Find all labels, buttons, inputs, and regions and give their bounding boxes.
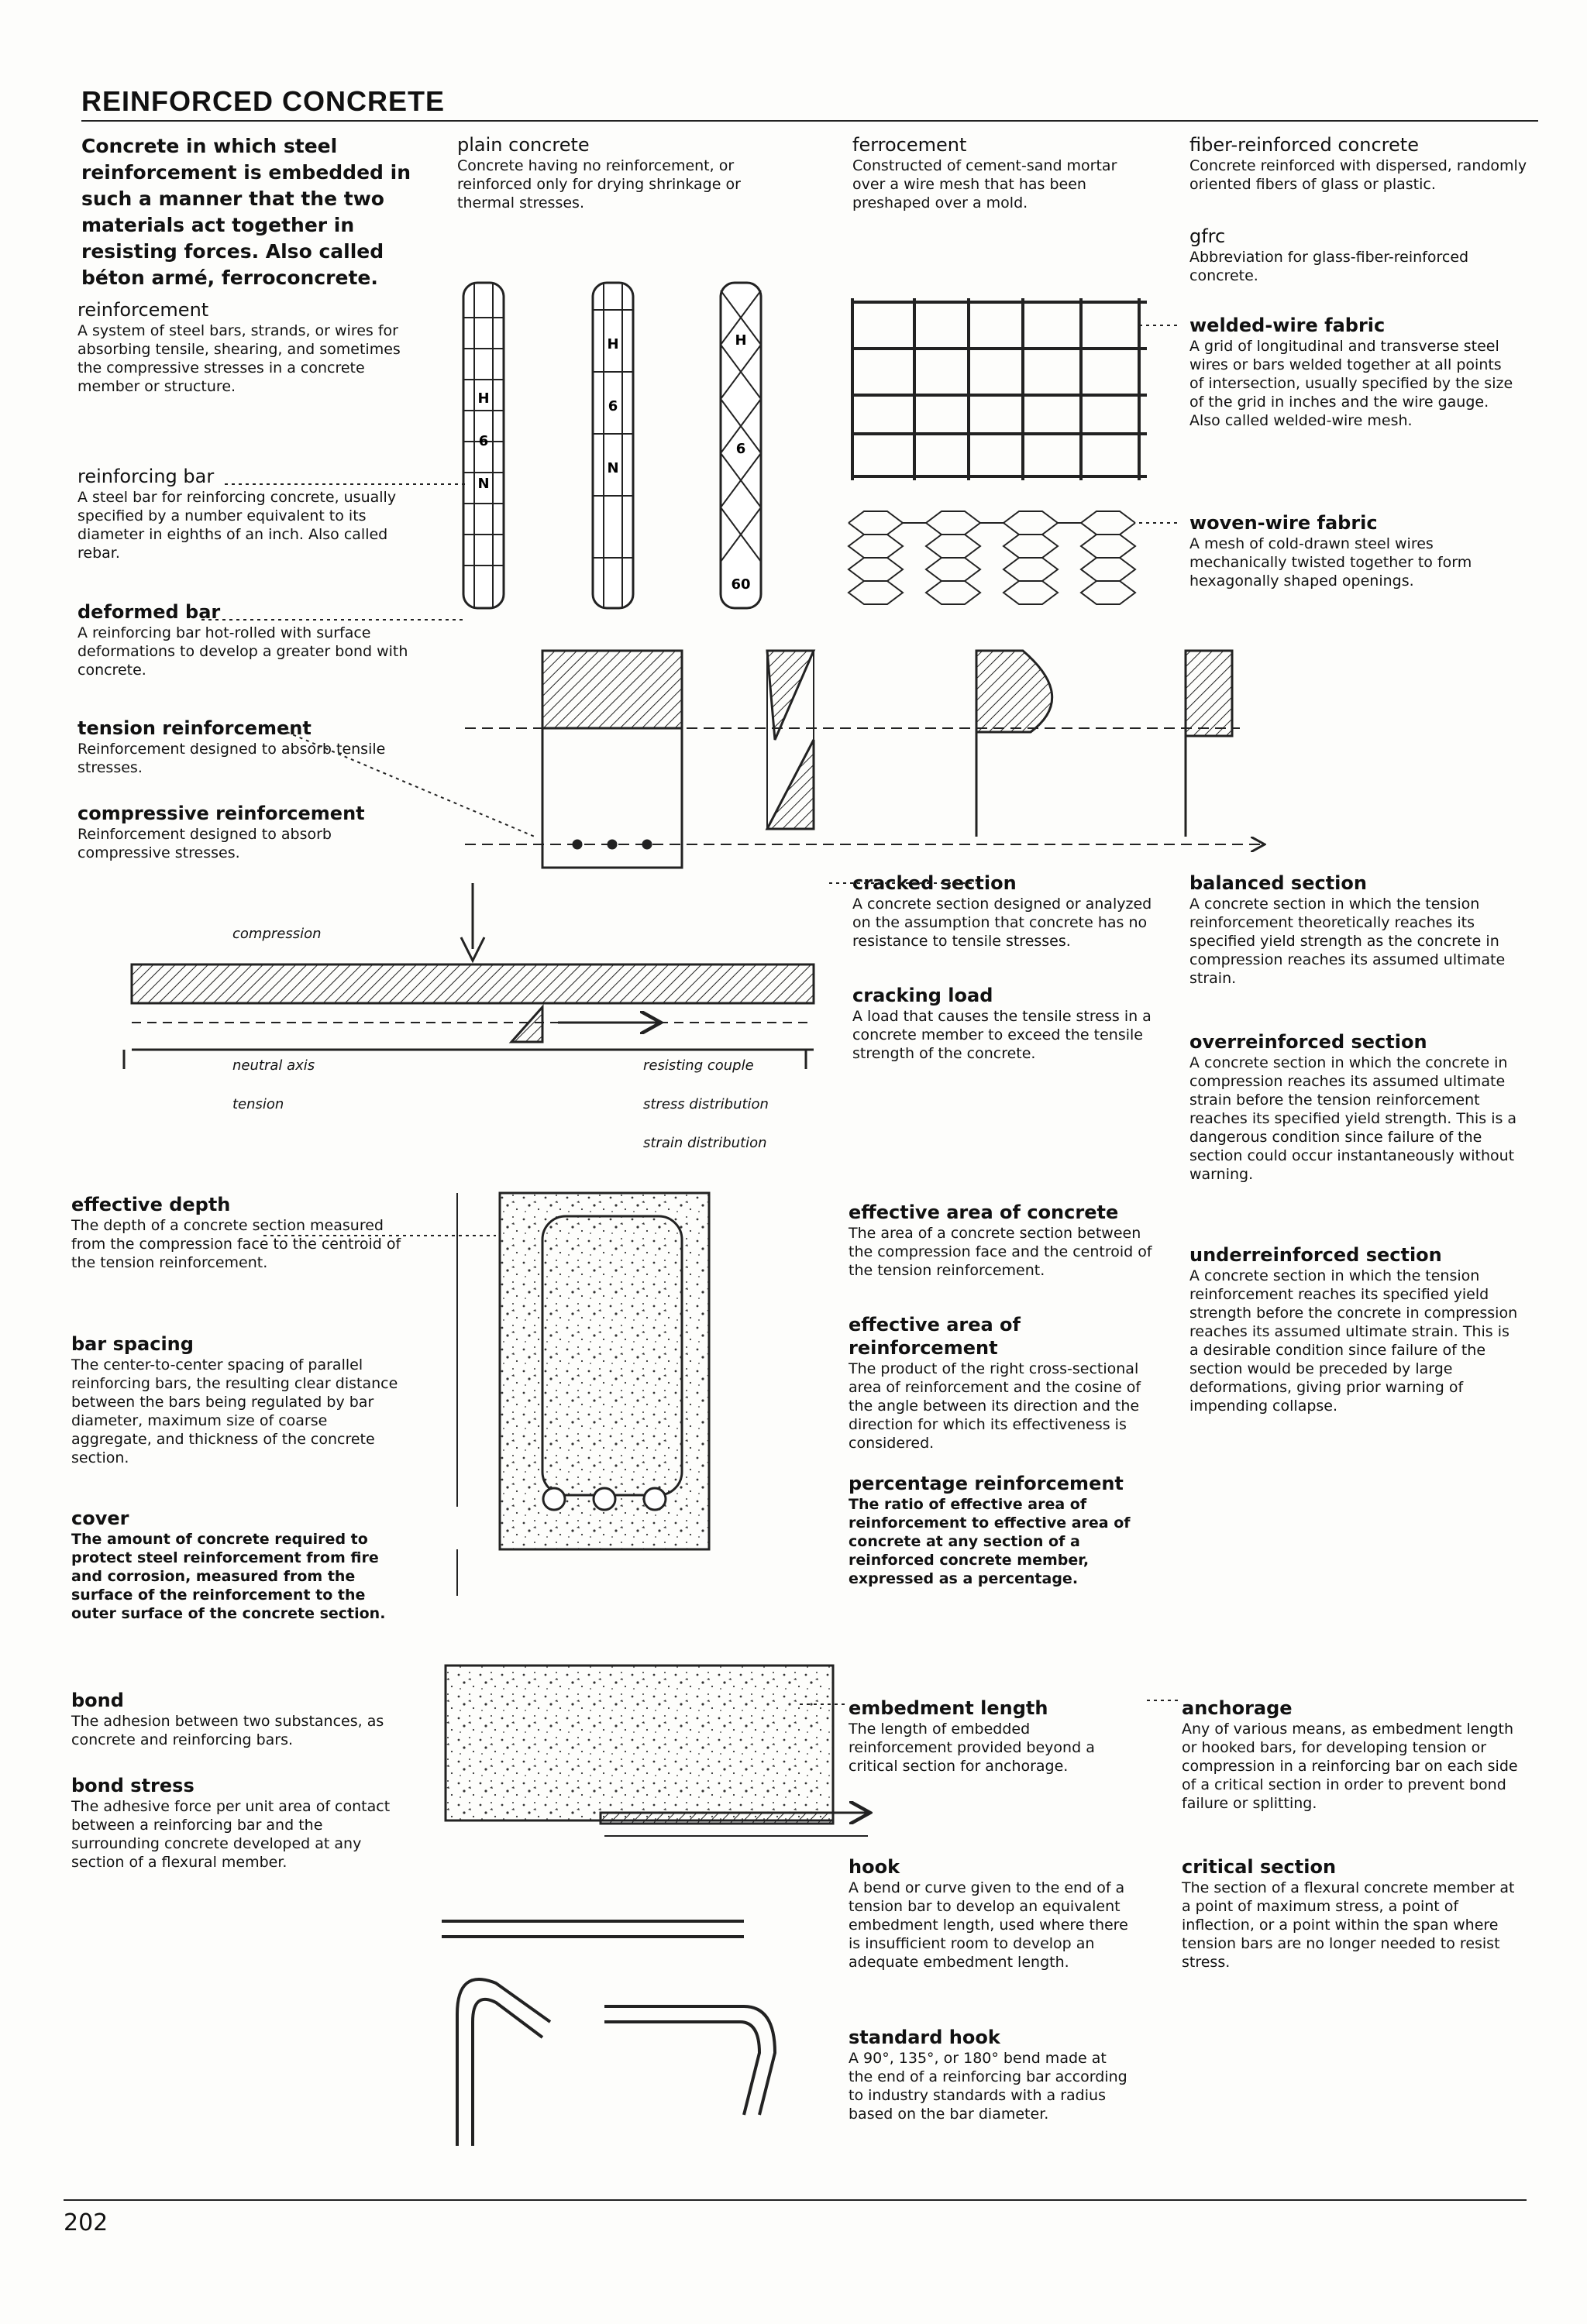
term: hook bbox=[849, 1856, 900, 1878]
label-resisting-couple: resisting couple bbox=[643, 1057, 754, 1074]
label-tension: tension bbox=[232, 1096, 284, 1112]
definition: Constructed of cement-sand mortar over a wire mesh that has been preshaped over a mold. bbox=[852, 157, 1117, 211]
term: compressive reinforcement bbox=[77, 803, 365, 824]
term: cover bbox=[71, 1508, 129, 1529]
label-neutral-axis: neutral axis bbox=[232, 1057, 315, 1074]
definition: Abbreviation for glass-fiber-reinforced concrete. bbox=[1189, 249, 1469, 284]
term: gfrc bbox=[1189, 225, 1226, 247]
page-title: REINFORCED CONCRETE bbox=[81, 85, 446, 117]
label-compression: compression bbox=[232, 926, 322, 942]
term: overreinforced section bbox=[1189, 1031, 1427, 1053]
definition: A concrete section in which the tension reinforcement theoretically reaches its specified yield strength as the concrete in compression reaches its assumed ultimate strain. bbox=[1189, 896, 1506, 987]
woven-wire-mesh bbox=[849, 511, 1135, 604]
term: bond stress bbox=[71, 1775, 195, 1796]
term: bar spacing bbox=[71, 1333, 194, 1355]
definition: The area of a concrete section between the compression face and the centroid of the tension reinforcement. bbox=[849, 1225, 1152, 1279]
definition: A grid of longitudinal and transverse steel wires or bars welded together at all points of intersection, usually specified by the size of the grid in inches and the wire gauge. Also called welded-wire mesh. bbox=[1189, 338, 1513, 429]
page-number: 202 bbox=[64, 2209, 108, 2236]
label-stress-distribution: stress distribution bbox=[643, 1096, 769, 1112]
bar-mark: 6 bbox=[608, 398, 618, 414]
definition: A load that causes the tensile stress in a concrete member to exceed the tensile strength of the concrete. bbox=[852, 1008, 1152, 1062]
term: fiber-reinforced concrete bbox=[1189, 134, 1419, 156]
definition: A bend or curve given to the end of a tension bar to develop an equivalent embedment length, used where there is insufficient room to develop an adequate embedment length. bbox=[849, 1879, 1128, 1971]
embedment-block bbox=[446, 1666, 868, 1836]
term: woven-wire fabric bbox=[1189, 512, 1378, 534]
bar-mark: 6 bbox=[478, 433, 489, 449]
definition: A steel bar for reinforcing concrete, usually specified by a number equivalent to its diameter in eighths of an inch. Also called rebar. bbox=[77, 489, 397, 562]
definition: The adhesion between two substances, as concrete and reinforcing bars. bbox=[71, 1713, 384, 1748]
label-strain-distribution: strain distribution bbox=[643, 1135, 767, 1151]
term: cracking load bbox=[852, 985, 993, 1006]
definition: The section of a flexural concrete member at a point of maximum stress, a point of inflection, or a point within the span where tension bars are no longer needed to resist stress. bbox=[1182, 1879, 1515, 1971]
rebar-2 bbox=[593, 283, 633, 608]
term: cracked section bbox=[852, 872, 1017, 894]
beam-section-diagram bbox=[465, 651, 1263, 868]
definition: The center-to-center spacing of parallel reinforcing bars, the resulting clear distance between the bars being regulated by bar diameter, maximum size of coarse aggregate, and thickness of the concrete section. bbox=[71, 1356, 398, 1466]
bar-mark: H bbox=[477, 390, 490, 407]
term: critical section bbox=[1182, 1856, 1337, 1878]
definition: The amount of concrete required to protect steel reinforcement from fire and corrosion, measured from the surface of the reinforcement to the outer surface of the concrete section. bbox=[71, 1531, 386, 1622]
welded-wire-grid bbox=[852, 298, 1147, 480]
definition: A concrete section in which the concrete in compression reaches its assumed ultimate strain before the tension reinforcement reaches its specified yield strength. This is a dangerous condition since failure of the section could occur instantaneously without warning. bbox=[1189, 1054, 1517, 1183]
definition: The product of the right cross-sectional area of reinforcement and the cosine of the angle between its direction and the direction for which its effectiveness is considered. bbox=[849, 1360, 1141, 1452]
definition: A mesh of cold-drawn steel wires mechanically twisted together to form hexagonally shaped openings. bbox=[1189, 535, 1472, 590]
term: anchorage bbox=[1182, 1697, 1293, 1719]
definition: Reinforcement designed to absorb tensile stresses. bbox=[77, 741, 386, 776]
hook-diagrams bbox=[442, 1921, 775, 2146]
term: effective depth bbox=[71, 1194, 231, 1215]
term: welded-wire fabric bbox=[1189, 315, 1386, 336]
bar-mark: N bbox=[477, 476, 490, 492]
definition: The ratio of effective area of reinforcement to effective area of concrete at any section of a reinforced concrete member, expressed as a percentage. bbox=[849, 1496, 1131, 1587]
definition: Concrete having no reinforcement, or reinforced only for drying shrinkage or thermal stresses. bbox=[457, 157, 741, 211]
bar-mark: 60 bbox=[731, 576, 751, 593]
definition: Any of various means, as embedment length or hooked bars, for developing tension or compression in a reinforcing bar on each side of a critical section in order to prevent bond failure or splitting. bbox=[1182, 1721, 1518, 1812]
definition: A reinforcing bar hot-rolled with surface deformations to develop a greater bond with concrete. bbox=[77, 624, 408, 679]
term: plain concrete bbox=[457, 134, 590, 156]
term: deformed bar bbox=[77, 601, 221, 623]
term: embedment length bbox=[849, 1697, 1048, 1719]
term: standard hook bbox=[849, 2027, 1000, 2048]
definition: A system of steel bars, strands, or wires for absorbing tensile, shearing, and sometimes the compressive stresses in a concrete member or structure. bbox=[77, 322, 401, 395]
definition: The adhesive force per unit area of contact between a reinforcing bar and the surrounding concrete developed at any section of a flexural member. bbox=[71, 1798, 391, 1871]
term: tension reinforcement bbox=[77, 717, 312, 739]
definition: A concrete section designed or analyzed on the assumption that concrete has no resistance to tensile stresses. bbox=[852, 896, 1152, 950]
effective-depth-section bbox=[457, 1193, 709, 1596]
definition: A concrete section in which the tension reinforcement reaches its specified yield strength before the concrete in compression reaches its assumed ultimate strain. This is a desirable condition since failure of the section would be preceded by large deformations, giving prior warning of impending collapse. bbox=[1189, 1267, 1518, 1415]
bar-mark: H bbox=[607, 336, 619, 352]
bar-mark: H bbox=[735, 332, 747, 349]
term: ferrocement bbox=[852, 134, 967, 156]
term: effective area of reinforcement bbox=[849, 1314, 1021, 1359]
term: reinforcing bar bbox=[77, 466, 215, 487]
definition: Concrete reinforced with dispersed, randomly oriented fibers of glass or plastic. bbox=[1189, 157, 1527, 193]
term: balanced section bbox=[1189, 872, 1367, 894]
beam-elevation-diagram bbox=[124, 883, 814, 1069]
term: bond bbox=[71, 1690, 124, 1711]
term: underreinforced section bbox=[1189, 1244, 1442, 1266]
term: reinforcement bbox=[77, 299, 209, 321]
definition: Reinforcement designed to absorb compressive stresses. bbox=[77, 826, 332, 861]
intro-definition: Concrete in which steel reinforcement is embedded in such a manner that the two materials act together in resisting forces. Also called béton armé, ferroconcrete. bbox=[81, 135, 411, 289]
bar-mark: 6 bbox=[735, 441, 746, 457]
term: effective area of concrete bbox=[849, 1202, 1119, 1223]
definition: The depth of a concrete section measured from the compression face to the centroid of the tension reinforcement. bbox=[71, 1217, 401, 1271]
definition: The length of embedded reinforcement provided beyond a critical section for anchorage. bbox=[849, 1721, 1095, 1775]
term: percentage reinforcement bbox=[849, 1473, 1124, 1494]
definition: A 90°, 135°, or 180° bend made at the end of a reinforcing bar according to industry standards with a radius based on the bar diameter. bbox=[849, 2050, 1127, 2123]
bar-mark: N bbox=[607, 460, 619, 476]
